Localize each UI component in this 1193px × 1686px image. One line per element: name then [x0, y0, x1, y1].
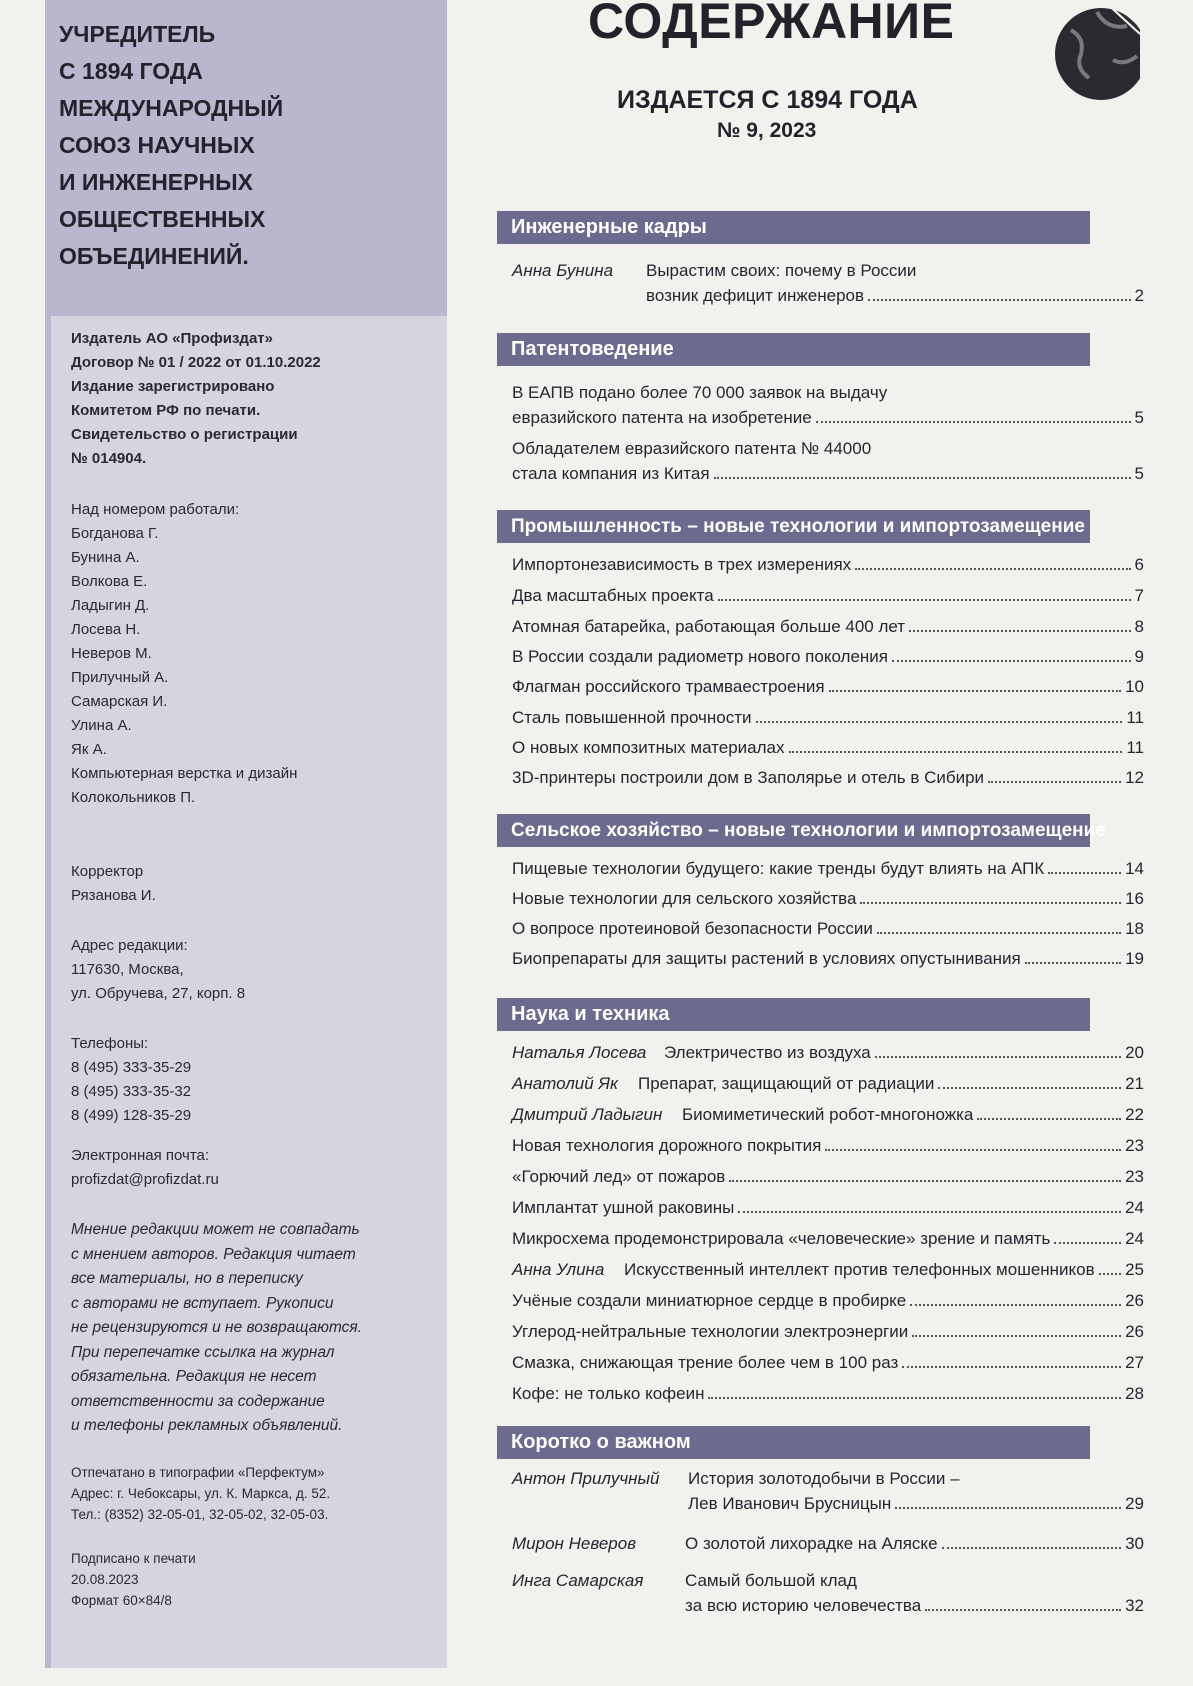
printing-line: Адрес: г. Чебоксары, ул. К. Маркса, д. 52.	[71, 1486, 331, 1501]
dot-leader	[892, 660, 1131, 662]
dot-leader	[909, 630, 1130, 632]
page-number: 11	[1126, 708, 1144, 727]
page-number: 27	[1125, 1353, 1144, 1372]
page-number: 10	[1125, 677, 1144, 696]
dot-leader	[877, 932, 1121, 934]
staff-name: Лосева Н.	[71, 621, 141, 638]
staff-name: Ладыгин Д.	[71, 597, 150, 614]
page-number: 5	[1134, 464, 1144, 483]
toc-entry[interactable]	[512, 1568, 1144, 1618]
phones-info	[71, 1032, 443, 1128]
issue-number: № 9, 2023	[717, 119, 817, 142]
page-number: 19	[1125, 949, 1144, 968]
page-number: 22	[1125, 1105, 1144, 1124]
entry-title: Искусственный интеллект против телефонных мошенников	[624, 1260, 1095, 1279]
dot-leader	[825, 1149, 1121, 1151]
section-header: Инженерные кадры	[497, 211, 1090, 244]
dot-leader	[912, 1335, 1121, 1337]
page-number: 6	[1134, 555, 1144, 574]
layout-credit-name: Колокольников П.	[71, 789, 196, 806]
signed-line: Подписано к печати	[71, 1551, 196, 1566]
toc-entry[interactable]	[512, 1133, 1144, 1158]
founder-block	[59, 16, 399, 275]
section-header: Сельское хозяйство – новые технологии и импортозамещение	[497, 814, 1090, 847]
page-title: СОДЕРЖАНИЕ	[588, 0, 955, 49]
signed-line: 20.08.2023	[71, 1572, 139, 1587]
founder-line: ОБЩЕСТВЕННЫХ	[59, 206, 266, 232]
disclaimer-line: Мнение редакции может не совпадать	[71, 1221, 360, 1238]
dot-leader	[938, 1087, 1121, 1089]
imprint-box	[51, 316, 447, 1668]
toc-entry[interactable]	[512, 1226, 1144, 1251]
dot-leader	[1099, 1273, 1121, 1275]
staff-name: Улина А.	[71, 717, 132, 734]
entry-title: Учёные создали миниатюрное сердце в пробирке	[512, 1291, 907, 1310]
dot-leader	[714, 477, 1131, 479]
corrector-info	[71, 860, 443, 908]
page-number: 24	[1125, 1229, 1144, 1248]
signed-line: Формат 60×84/8	[71, 1593, 172, 1608]
page-number: 14	[1125, 859, 1144, 878]
toc-entry[interactable]	[512, 380, 1144, 430]
publisher-info	[71, 327, 443, 471]
dot-leader	[902, 1366, 1121, 1368]
dot-leader	[910, 1304, 1121, 1306]
dot-leader	[738, 1211, 1121, 1213]
signed-info	[71, 1548, 443, 1611]
dot-leader	[729, 1180, 1121, 1182]
address-line: 117630, Москва,	[71, 961, 184, 978]
section-header: Наука и техника	[497, 998, 1090, 1031]
toc-entry[interactable]	[512, 1531, 1144, 1556]
dot-leader	[855, 568, 1130, 570]
entry-title: возник дефицит инженеров	[646, 286, 865, 305]
dot-leader	[942, 1547, 1122, 1549]
corrector-heading: Корректор	[71, 863, 144, 880]
disclaimer-line: с мнением авторов. Редакция читает	[71, 1245, 356, 1263]
page-number: 24	[1125, 1198, 1144, 1217]
entry-title: «Горючий лед» от пожаров	[512, 1167, 726, 1186]
phone-number: 8 (499) 128-35-29	[71, 1107, 192, 1124]
page-number: 11	[1126, 738, 1144, 757]
toc-entry[interactable]	[512, 1071, 1144, 1096]
dot-leader	[895, 1507, 1121, 1509]
dot-leader	[1048, 872, 1121, 874]
entry-title: История золотодобычи в России –	[688, 1469, 960, 1488]
founder-line: С 1894 ГОДА	[59, 58, 203, 84]
entry-author: Дмитрий Ладыгин	[512, 1105, 663, 1124]
entry-title: Пищевые технологии будущего: какие тренды будут влиять на АПК	[512, 859, 1045, 878]
entry-author: Анна Бунина	[512, 261, 614, 280]
toc-entry[interactable]	[512, 1102, 1144, 1127]
page-number: 18	[1125, 919, 1144, 938]
page-number: 9	[1134, 647, 1144, 666]
section-header: Промышленность – новые технологии и импортозамещение	[497, 510, 1090, 543]
entry-title: Обладателем евразийского патента № 44000	[512, 439, 872, 458]
toc-entry[interactable]	[512, 674, 1144, 699]
entry-title: 3D-принтеры построили дом в Заполярье и отель в Сибири	[512, 768, 985, 787]
entry-title: Сталь повышенной прочности	[512, 708, 752, 727]
page-number: 16	[1125, 889, 1144, 908]
page-number: 28	[1125, 1384, 1144, 1403]
contents-column	[447, 0, 1193, 1686]
printing-line: Тел.: (8352) 32-05-01, 32-05-02, 32-05-03.	[71, 1507, 329, 1522]
disclaimer-line: с авторами не вступает. Рукописи	[71, 1294, 334, 1312]
staff-name: Волкова Е.	[71, 573, 148, 590]
toc-entry[interactable]	[512, 856, 1144, 881]
printing-info	[71, 1462, 443, 1525]
staff-list	[71, 498, 443, 810]
section-header: Коротко о важном	[497, 1426, 1090, 1459]
toc-entry[interactable]	[512, 1288, 1144, 1313]
toc-entry[interactable]	[512, 765, 1144, 790]
entry-author: Анатолий Як	[512, 1074, 619, 1093]
toc-entry[interactable]	[512, 644, 1144, 669]
email-info	[71, 1144, 443, 1192]
toc-entry[interactable]	[512, 1040, 1144, 1065]
toc-entry[interactable]	[512, 1466, 1144, 1516]
phone-number: 8 (495) 333-35-32	[71, 1083, 192, 1100]
entry-title: Импортонезависимость в трех измерениях	[512, 555, 852, 574]
publisher-line: Комитетом РФ по печати.	[71, 402, 261, 419]
page-number: 5	[1134, 408, 1144, 427]
toc-entry[interactable]	[512, 1381, 1144, 1406]
page-number: 2	[1134, 286, 1144, 305]
disclaimer-line: При перепечатке ссылка на журнал	[71, 1343, 335, 1361]
founder-line: И ИНЖЕНЕРНЫХ	[59, 169, 253, 195]
staff-name: Прилучный А.	[71, 669, 169, 686]
page-number: 25	[1125, 1260, 1144, 1279]
entry-author: Мирон Неверов	[512, 1534, 637, 1553]
address-heading: Адрес редакции:	[71, 937, 188, 954]
disclaimer-line: и телефоны рекламных объявлений.	[71, 1417, 343, 1434]
toc-entry[interactable]	[512, 614, 1144, 639]
page-number: 26	[1125, 1322, 1144, 1341]
entry-title: Биопрепараты для защиты растений в условиях опустынивания	[512, 949, 1021, 968]
publisher-line: Издание зарегистрировано	[71, 378, 275, 395]
toc-entry[interactable]	[512, 552, 1144, 577]
entry-title: Вырастим своих: почему в России	[646, 261, 917, 280]
entry-title: Лев Иванович Брусницын	[688, 1494, 892, 1513]
entry-title: Электричество из воздуха	[664, 1043, 871, 1062]
toc-entry[interactable]	[512, 886, 1144, 911]
dot-leader	[1025, 962, 1121, 964]
toc-entry[interactable]	[512, 946, 1144, 971]
page-number: 12	[1125, 768, 1144, 787]
page-number: 21	[1125, 1074, 1144, 1093]
entry-title: Атомная батарейка, работающая больше 400 лет	[512, 617, 906, 636]
disclaimer-line: все материалы, но в переписку	[71, 1270, 303, 1287]
entry-title: О вопросе протеиновой безопасности России	[512, 919, 873, 938]
staff-name: Самарская И.	[71, 693, 168, 710]
corrector-name: Рязанова И.	[71, 887, 156, 904]
left-sidebar	[45, 0, 447, 1668]
entry-author: Инга Самарская	[512, 1571, 644, 1590]
phones-heading: Телефоны:	[71, 1035, 149, 1052]
dot-leader	[829, 690, 1122, 692]
founder-line: ОБЪЕДИНЕНИЙ.	[59, 243, 249, 269]
founder-line: МЕЖДУНАРОДНЫЙ	[59, 95, 284, 121]
publisher-line: № 014904.	[71, 450, 147, 467]
dot-leader	[816, 421, 1131, 423]
entry-author: Наталья Лосева	[512, 1043, 647, 1062]
founder-line: СОЮЗ НАУЧНЫХ	[59, 132, 255, 158]
toc-entry[interactable]	[512, 735, 1144, 760]
toc-entry[interactable]	[512, 1319, 1144, 1344]
toc-entry[interactable]	[512, 436, 1144, 486]
entry-title: В ЕАПВ подано более 70 000 заявок на выдачу	[512, 383, 888, 402]
staff-name: Неверов М.	[71, 645, 152, 662]
dot-leader	[756, 721, 1123, 723]
entry-author: Анна Улина	[512, 1260, 605, 1279]
page-number: 29	[1125, 1494, 1144, 1513]
page-number: 7	[1134, 586, 1144, 605]
globe-logo-icon	[1049, 0, 1140, 110]
toc-entry[interactable]	[512, 258, 1144, 308]
toc-entry[interactable]	[512, 1350, 1144, 1375]
staff-name: Як А.	[71, 741, 107, 758]
section-header: Патентоведение	[497, 333, 1090, 366]
founder-line: УЧРЕДИТЕЛЬ	[59, 21, 216, 47]
page-number: 23	[1125, 1167, 1144, 1186]
printing-line: Отпечатано в типографии «Перфектум»	[71, 1465, 325, 1480]
entry-title: О золотой лихорадке на Аляске	[685, 1534, 938, 1553]
page-number: 30	[1125, 1534, 1144, 1553]
toc-entry[interactable]	[512, 705, 1144, 730]
email-heading: Электронная почта:	[71, 1147, 210, 1164]
dot-leader	[925, 1609, 1121, 1611]
dot-leader	[860, 902, 1121, 904]
disclaimer-line: обязательна. Редакция не несет	[71, 1368, 317, 1385]
entry-title: Новая технология дорожного покрытия	[512, 1136, 822, 1155]
phone-number: 8 (495) 333-35-29	[71, 1059, 192, 1076]
entry-title: Самый большой клад	[685, 1571, 857, 1590]
entry-author: Антон Прилучный	[512, 1469, 660, 1488]
page-number: 26	[1125, 1291, 1144, 1310]
disclaimer-line: не рецензируются и не возвращаются.	[71, 1319, 362, 1336]
dot-leader	[1054, 1242, 1121, 1244]
page-number: 20	[1125, 1043, 1144, 1062]
dot-leader	[977, 1118, 1121, 1120]
dot-leader	[875, 1056, 1121, 1058]
page-number: 8	[1134, 617, 1144, 636]
entry-title: Микросхема продемонстрировала «человеческие» зрение и память	[512, 1229, 1051, 1248]
staff-name: Богданова Г.	[71, 525, 159, 542]
toc-entry[interactable]	[512, 1164, 1144, 1189]
entry-title: Флагман российского трамваестроения	[512, 677, 825, 696]
entry-title: Кофе: не только кофеин	[512, 1384, 705, 1403]
entry-title: за всю историю человечества	[685, 1596, 922, 1615]
page-number: 23	[1125, 1136, 1144, 1155]
entry-title: стала компания из Китая	[512, 464, 710, 483]
publisher-line: Издатель АО «Профиздат»	[71, 330, 273, 347]
publisher-line: Свидетельство о регистрации	[71, 426, 298, 443]
toc-entry[interactable]	[512, 916, 1144, 941]
disclaimer	[71, 1218, 443, 1439]
publisher-line: Договор № 01 / 2022 от 01.10.2022	[71, 354, 321, 371]
dot-leader	[789, 751, 1123, 753]
entry-title: Углерод-нейтральные технологии электроэнергии	[512, 1322, 909, 1341]
staff-name: Бунина А.	[71, 549, 140, 566]
disclaimer-line: ответственности за содержание	[71, 1392, 325, 1410]
entry-title: Смазка, снижающая трение более чем в 100 раз	[512, 1353, 899, 1372]
toc-entry[interactable]	[512, 583, 1144, 608]
dot-leader	[988, 781, 1121, 783]
dot-leader	[718, 599, 1131, 601]
entry-title: Препарат, защищающий от радиации	[638, 1074, 935, 1093]
page-number: 32	[1125, 1596, 1144, 1615]
entry-title: евразийского патента на изобретение	[512, 408, 812, 427]
layout-credit-heading: Компьютерная верстка и дизайн	[71, 765, 298, 782]
dot-leader	[868, 299, 1130, 301]
entry-title: О новых композитных материалах	[512, 738, 785, 757]
entry-title: Два масштабных проекта	[512, 586, 714, 605]
toc-entry[interactable]	[512, 1195, 1144, 1220]
email-address: profizdat@profizdat.ru	[71, 1171, 219, 1188]
toc-entry[interactable]	[512, 1257, 1144, 1282]
address-line: ул. Обручева, 27, корп. 8	[71, 985, 246, 1002]
entry-title: Новые технологии для сельского хозяйства	[512, 889, 857, 908]
staff-heading: Над номером работали:	[71, 501, 240, 518]
since-subtitle: ИЗДАЕТСЯ С 1894 ГОДА	[617, 86, 918, 114]
dot-leader	[708, 1397, 1121, 1399]
entry-title: Биомиметический робот-многоножка	[682, 1105, 974, 1124]
entry-title: В России создали радиометр нового поколения	[512, 647, 889, 666]
address-info	[71, 934, 443, 1006]
entry-title: Имплантат ушной раковины	[512, 1198, 735, 1217]
